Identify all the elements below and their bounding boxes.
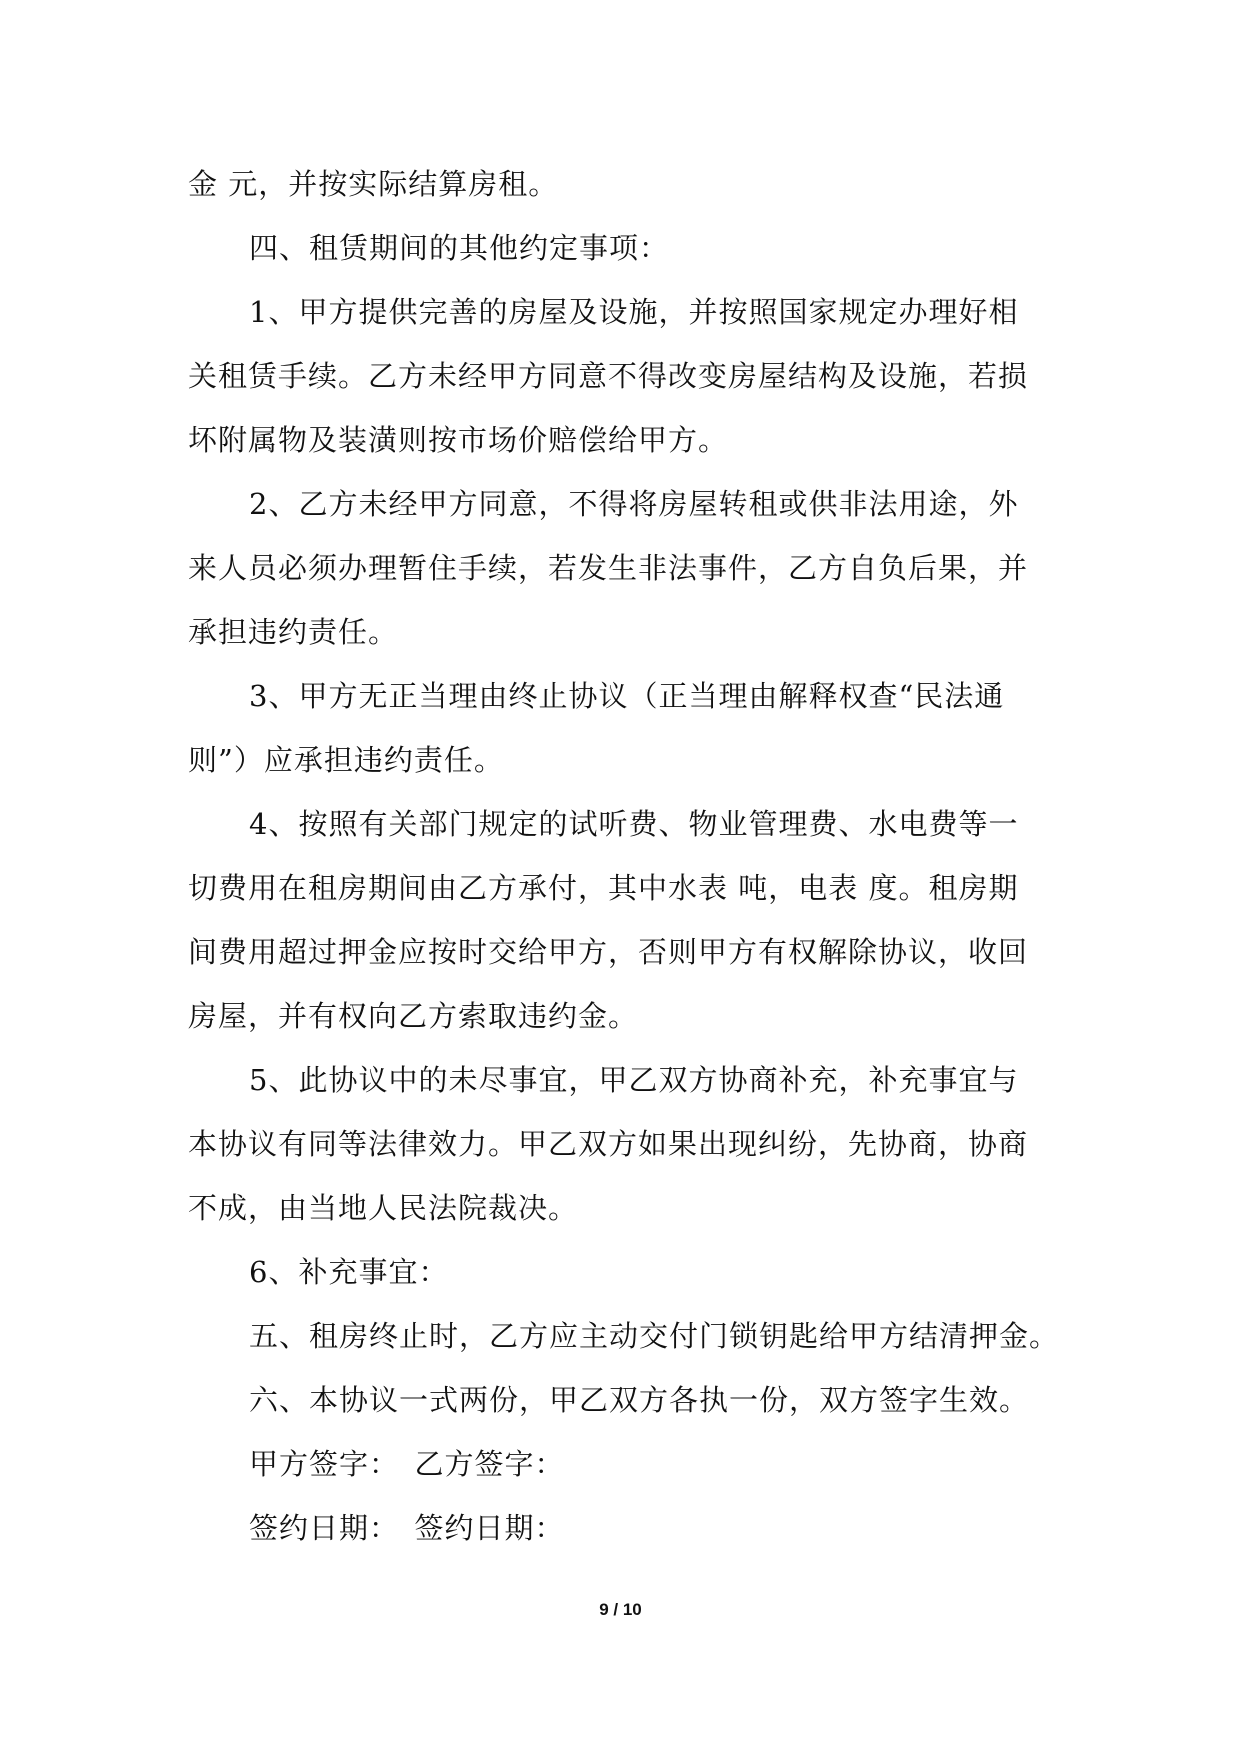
clause-4-line: 房屋，并有权向乙方索取违约金。: [188, 999, 639, 1033]
text-line: 金 元，并按实际结算房租。: [188, 167, 559, 201]
signature-line: 甲方签字： 乙方签字：: [249, 1447, 565, 1481]
page-number: 9 / 10: [599, 1600, 642, 1619]
clause-1-line: 坏附属物及装潢则按市场价赔偿给甲方。: [188, 423, 729, 457]
clause-3-line: 则”）应承担违约责任。: [188, 743, 504, 777]
clause-2-line: 承担违约责任。: [188, 615, 399, 649]
clause-2-line: 2、乙方未经甲方同意，不得将房屋转租或供非法用途，外: [249, 487, 1019, 521]
clause-5-line: 本协议有同等法律效力。甲乙双方如果出现纠纷，先协商，协商: [188, 1127, 1029, 1161]
clause-4-line: 间费用超过押金应按时交给甲方，否则甲方有权解除协议，收回: [188, 935, 1029, 969]
clause-2-line: 来人员必须办理暂住手续，若发生非法事件，乙方自负后果，并: [188, 551, 1029, 585]
section-heading: 四、租赁期间的其他约定事项：: [249, 231, 670, 265]
clause-5-line: 5、此协议中的未尽事宜，甲乙双方协商补充，补充事宜与: [249, 1063, 1019, 1097]
signing-date-line: 签约日期： 签约日期：: [249, 1511, 565, 1545]
section-6-line: 六、本协议一式两份，甲乙双方各执一份，双方签字生效。: [249, 1383, 1030, 1417]
clause-6-line: 6、补充事宜：: [249, 1255, 449, 1289]
clause-1-line: 1、甲方提供完善的房屋及设施，并按照国家规定办理好相: [249, 295, 1019, 329]
clause-5-line: 不成，由当地人民法院裁决。: [188, 1191, 579, 1225]
clause-3-line: 3、甲方无正当理由终止协议（正当理由解释权查“民法通: [249, 679, 1005, 713]
clause-1-line: 关租赁手续。乙方未经甲方同意不得改变房屋结构及设施，若损: [188, 359, 1029, 393]
clause-4-line: 切费用在租房期间由乙方承付，其中水表 吨，电表 度。租房期: [188, 871, 1019, 905]
clause-4-line: 4、按照有关部门规定的试听费、物业管理费、水电费等一: [249, 807, 1019, 841]
section-5-line: 五、租房终止时，乙方应主动交付门锁钥匙给甲方结清押金。: [249, 1319, 1060, 1353]
